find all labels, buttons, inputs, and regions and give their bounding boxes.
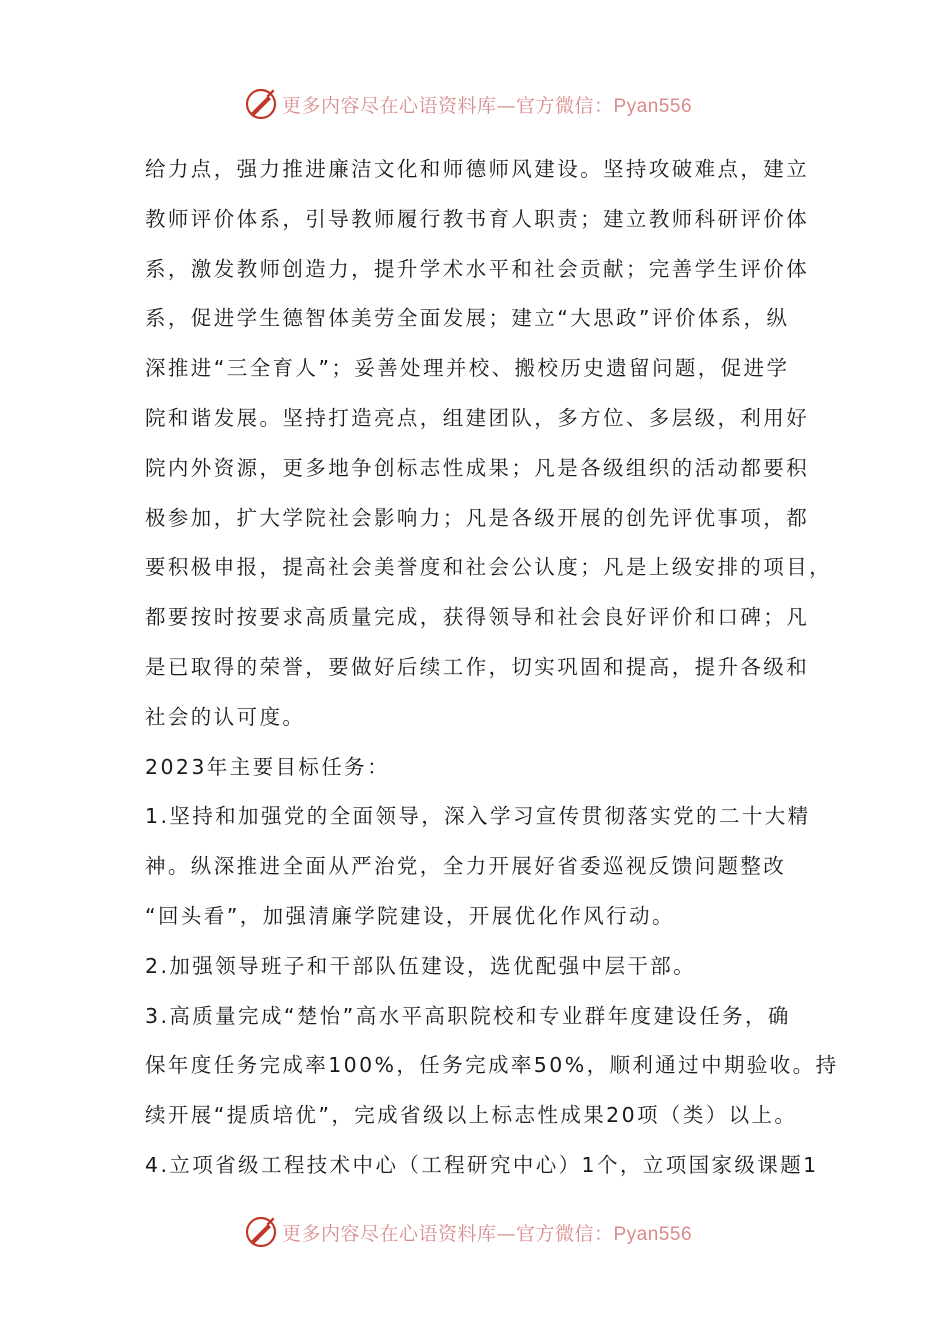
section-heading: 2023年主要目标任务： (145, 754, 390, 779)
text-line: 要积极申报，提高社会美誉度和社会公认度；凡是上级安排的项目， (145, 555, 832, 580)
text-line: 3.高质量完成“楚怡”高水平高职院校和专业群年度建设任务，确 (145, 1003, 791, 1028)
watermark-banner-bottom (0, 1212, 950, 1252)
text-line: “回头看”，加强清廉学院建设，开展优化作风行动。 (145, 903, 675, 928)
pen-logo-icon (244, 1215, 278, 1249)
document-body (145, 145, 839, 1191)
text-line: 1.坚持和加强党的全面领导，深入学习宣传贯彻落实党的二十大精 (145, 804, 811, 829)
text-line: 都要按时按要求高质量完成，获得领导和社会良好评价和口碑；凡 (145, 605, 810, 630)
text-line: 续开展“提质培优”，完成省级以上标志性成果20项（类）以上。 (145, 1103, 798, 1128)
pen-logo-icon (244, 87, 278, 121)
text-line: 系，激发教师创造力，提升学术水平和社会贡献；完善学生评价体 (145, 256, 810, 281)
text-line: 是已取得的荣誉，要做好后续工作，切实巩固和提高，提升各级和 (145, 654, 810, 679)
text-line: 深推进“三全育人”；妥善处理并校、搬校历史遗留问题，促进学 (145, 356, 790, 381)
text-line: 神。纵深推进全面从严治党，全力开展好省委巡视反馈问题整改 (145, 854, 787, 879)
text-line: 教师评价体系，引导教师履行教书育人职责；建立教师科研评价体 (145, 206, 810, 231)
text-line: 系，促进学生德智体美劳全面发展；建立“大思政”评价体系，纵 (145, 306, 790, 331)
text-line: 保年度任务完成率100%，任务完成率50%，顺利通过中期验收。持 (145, 1053, 839, 1078)
watermark-handle: Pyan556 (613, 1223, 693, 1245)
text-line: 给力点，强力推进廉洁文化和师德师风建设。坚持攻破难点，建立 (145, 157, 810, 181)
watermark-text: 更多内容尽在心语资料库—官方微信： (281, 1222, 614, 1245)
text-line: 院和谐发展。坚持打造亮点，组建团队，多方位、多层级，利用好 (145, 405, 810, 430)
text-line: 2.加强领导班子和干部队伍建设，选优配强中层干部。 (145, 953, 697, 978)
watermark-text: 更多内容尽在心语资料库—官方微信： (281, 94, 614, 117)
text-line: 极参加，扩大学院社会影响力；凡是各级开展的创先评优事项，都 (145, 505, 810, 530)
watermark-handle: Pyan556 (613, 95, 693, 117)
text-line: 院内外资源，更多地争创标志性成果；凡是各级组织的活动都要积 (145, 455, 810, 480)
watermark-banner-top (0, 84, 950, 124)
text-line: 社会的认可度。 (145, 704, 306, 729)
text-line: 4.立项省级工程技术中心（工程研究中心）1个，立项国家级课题1 (145, 1152, 819, 1177)
